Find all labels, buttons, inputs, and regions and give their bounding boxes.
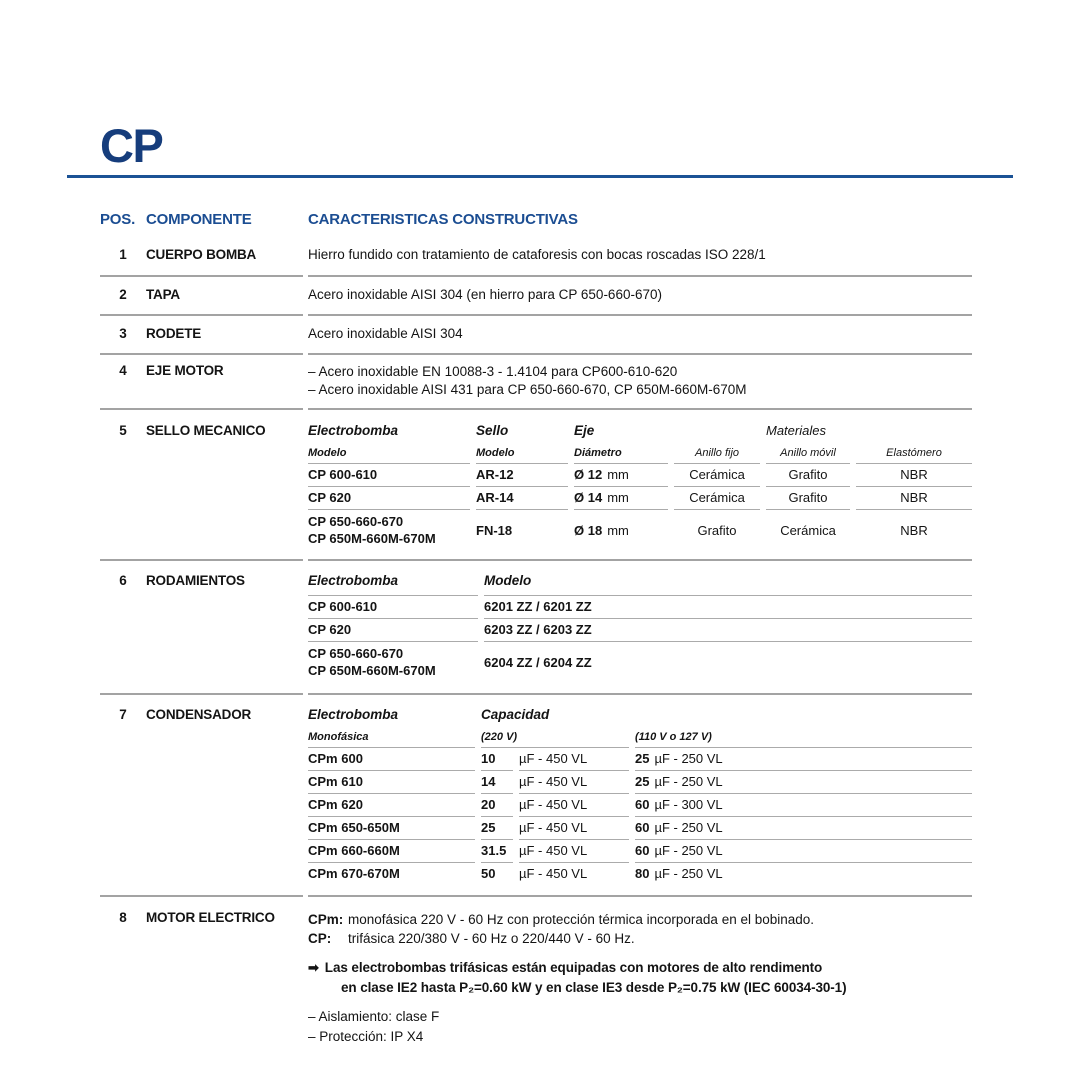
- capacitor-110-value: 60: [635, 843, 650, 858]
- seal-model-2: CP 650M-660M-670M: [308, 531, 436, 546]
- pos-number: 2: [119, 287, 127, 302]
- component-name: EJE MOTOR: [146, 363, 224, 378]
- pos-number: 3: [119, 326, 127, 341]
- capacitor-110-value: 60: [635, 797, 650, 812]
- col-header-caracteristicas: CARACTERISTICAS CONSTRUCTIVAS: [308, 211, 578, 228]
- capacitor-110-unit: µF - 250 VL: [654, 843, 723, 858]
- capacitor-subcol-220v: (220 V): [481, 729, 629, 748]
- seal-subcol-anillo-movil: Anillo móvil: [766, 445, 850, 464]
- capacitor-220-unit: µF - 450 VL: [519, 771, 629, 794]
- seal-diameter-unit: mm: [607, 522, 629, 538]
- seal-subcol-modelo: Modelo: [308, 445, 470, 464]
- seal-col-sello: Sello: [476, 423, 509, 438]
- title-rule: [67, 175, 1013, 178]
- component-description: Acero inoxidable AISI 304: [308, 316, 972, 355]
- capacitor-110-unit: µF - 250 VL: [654, 820, 723, 835]
- bearing-model: 6201 ZZ / 6201 ZZ: [484, 596, 972, 619]
- capacitor-220-value: 31.5: [481, 840, 513, 863]
- capacitor-110-unit: µF - 250 VL: [654, 774, 723, 789]
- capacitor-col-electrobomba: Electrobomba: [308, 707, 399, 722]
- seal-mobile-ring: Grafito: [766, 464, 850, 487]
- pos-number: 4: [119, 363, 127, 378]
- capacitor-220-unit: µF - 450 VL: [519, 748, 629, 771]
- component-description: Acero inoxidable AISI 304 (en hierro para CP 650-660-670): [308, 277, 972, 316]
- bearing-model: 6203 ZZ / 6203 ZZ: [484, 619, 972, 642]
- seal-code: FN-18: [476, 522, 513, 538]
- seal-subcol-diametro: Diámetro: [574, 445, 668, 464]
- component-name: CONDENSADOR: [146, 707, 252, 722]
- capacitor-110-unit: µF - 250 VL: [654, 866, 723, 881]
- seal-diameter-unit: mm: [607, 467, 629, 482]
- pos-number: 8: [119, 910, 127, 925]
- efficiency-note: [308, 958, 972, 998]
- seal-subcol-modelo-sello: Modelo: [476, 445, 568, 464]
- table-row: [100, 897, 972, 1047]
- capacitor-110-unit: µF - 250 VL: [654, 751, 723, 766]
- efficiency-note-line2: en clase IE2 hasta P₂=0.60 kW y en clase IE3 desde P₂=0.75 kW (IEC 60034-30-1): [341, 980, 847, 995]
- seal-code: AR-12: [476, 464, 568, 487]
- arrow-icon: ➡: [308, 960, 319, 975]
- seal-diameter: Ø 14: [574, 490, 603, 505]
- col-header-pos: POS.: [100, 211, 136, 228]
- bearing-pump: CP 650-660-670: [308, 646, 404, 661]
- capacitor-220-unit: µF - 450 VL: [519, 840, 629, 863]
- col-header-componente: COMPONENTE: [146, 211, 252, 228]
- capacitor-220-unit: µF - 450 VL: [519, 794, 629, 817]
- pos-number: 7: [119, 707, 127, 722]
- efficiency-note-line1: Las electrobombas trifásicas están equipadas con motores de alto rendimento: [324, 960, 823, 975]
- component-name: MOTOR ELECTRICO: [146, 910, 275, 925]
- bearing-pump-2: CP 650M-660M-670M: [308, 663, 436, 678]
- component-description-line: – Acero inoxidable EN 10088-3 - 1.4104 para CP600-610-620: [308, 364, 678, 379]
- bearing-table: [308, 573, 972, 683]
- capacitor-pump: CPm 670-670M: [308, 866, 400, 881]
- capacitor-220-value: 10: [481, 748, 513, 771]
- capacitor-220-value: 50: [481, 866, 496, 881]
- capacitor-table: [308, 707, 972, 885]
- capacitor-220-unit: µF - 450 VL: [519, 817, 629, 840]
- table-row: [100, 277, 972, 316]
- seal-diameter: Ø 18: [574, 522, 603, 538]
- capacitor-220-value: 14: [481, 771, 513, 794]
- seal-elastomer: NBR: [856, 464, 972, 487]
- seal-mobile-ring: Grafito: [766, 487, 850, 510]
- pos-number: 6: [119, 573, 127, 588]
- seal-elastomer: NBR: [856, 487, 972, 510]
- table-row: [100, 410, 972, 561]
- seal-mobile-ring: Cerámica: [780, 522, 836, 538]
- capacitor-pump: CPm 610: [308, 771, 475, 794]
- bearing-model: 6204 ZZ / 6204 ZZ: [484, 654, 592, 670]
- component-name: RODETE: [146, 326, 202, 341]
- seal-subcol-anillo-fijo: Anillo fijo: [674, 445, 760, 464]
- motor-type-text: trifásica 220/380 V - 60 Hz o 220/440 V - 60 Hz.: [348, 931, 635, 946]
- seal-fixed-ring: Grafito: [697, 522, 737, 538]
- capacitor-110-value: 80: [635, 866, 650, 881]
- capacitor-220-value: 25: [481, 817, 513, 840]
- seal-fixed-ring: Cerámica: [674, 464, 760, 487]
- motor-type-label: CPm:: [308, 912, 344, 927]
- capacitor-110-value: 60: [635, 820, 650, 835]
- table-row: [100, 695, 972, 897]
- component-name: SELLO MECANICO: [146, 423, 266, 438]
- seal-col-eje: Eje: [574, 423, 595, 438]
- pos-number: 1: [119, 247, 127, 262]
- capacitor-110-unit: µF - 300 VL: [654, 797, 723, 812]
- component-name: CUERPO BOMBA: [146, 247, 257, 262]
- capacitor-pump: CPm 600: [308, 748, 475, 771]
- motor-type-label: CP:: [308, 931, 332, 946]
- seal-diameter-unit: mm: [607, 490, 629, 505]
- seal-model: CP 650-660-670: [308, 514, 404, 529]
- seal-diameter: Ø 12: [574, 467, 603, 482]
- table-row: [100, 316, 972, 355]
- seal-table: [308, 423, 972, 551]
- motor-bullet: – Protección: IP X4: [308, 1029, 424, 1044]
- seal-code: AR-14: [476, 487, 568, 510]
- capacitor-col-capacidad: Capacidad: [481, 707, 550, 722]
- seal-subcol-elastomero: Elastómero: [856, 445, 972, 464]
- seal-elastomer: NBR: [900, 522, 928, 538]
- page-title: CP: [100, 119, 163, 172]
- table-row: [100, 561, 972, 695]
- component-description-line: – Acero inoxidable AISI 431 para CP 650-660-670, CP 650M-660M-670M: [308, 382, 747, 397]
- seal-model: CP 620: [308, 487, 470, 510]
- capacitor-pump: CPm 620: [308, 794, 475, 817]
- bearing-col-modelo: Modelo: [484, 573, 972, 596]
- component-name: RODAMIENTOS: [146, 573, 245, 588]
- table-row: [100, 228, 972, 277]
- bearing-col-electrobomba: Electrobomba: [308, 573, 478, 596]
- motor-bullet: – Aislamiento: clase F: [308, 1009, 440, 1024]
- seal-col-electrobomba: Electrobomba: [308, 423, 399, 438]
- table-row: [100, 355, 972, 410]
- capacitor-subcol-110v: (110 V o 127 V): [635, 729, 972, 748]
- capacitor-110-value: 25: [635, 751, 650, 766]
- bearing-pump: CP 620: [308, 619, 478, 642]
- seal-col-materiales: Materiales: [766, 423, 826, 438]
- component-name: TAPA: [146, 287, 180, 302]
- component-description: Hierro fundido con tratamiento de cataforesis con bocas roscadas ISO 228/1: [308, 228, 972, 277]
- capacitor-pump: CPm 660-660M: [308, 840, 475, 863]
- capacitor-subcol-monofasica: Monofásica: [308, 729, 475, 748]
- table-header: [100, 211, 972, 228]
- capacitor-220-unit: µF - 450 VL: [519, 866, 588, 881]
- seal-model: CP 600-610: [308, 464, 470, 487]
- motor-type-text: monofásica 220 V - 60 Hz con protección térmica incorporada en el bobinado.: [348, 912, 815, 927]
- capacitor-pump: CPm 650-650M: [308, 817, 475, 840]
- pos-number: 5: [119, 423, 127, 438]
- bearing-pump: CP 600-610: [308, 596, 478, 619]
- capacitor-110-value: 25: [635, 774, 650, 789]
- seal-fixed-ring: Cerámica: [674, 487, 760, 510]
- capacitor-220-value: 20: [481, 794, 513, 817]
